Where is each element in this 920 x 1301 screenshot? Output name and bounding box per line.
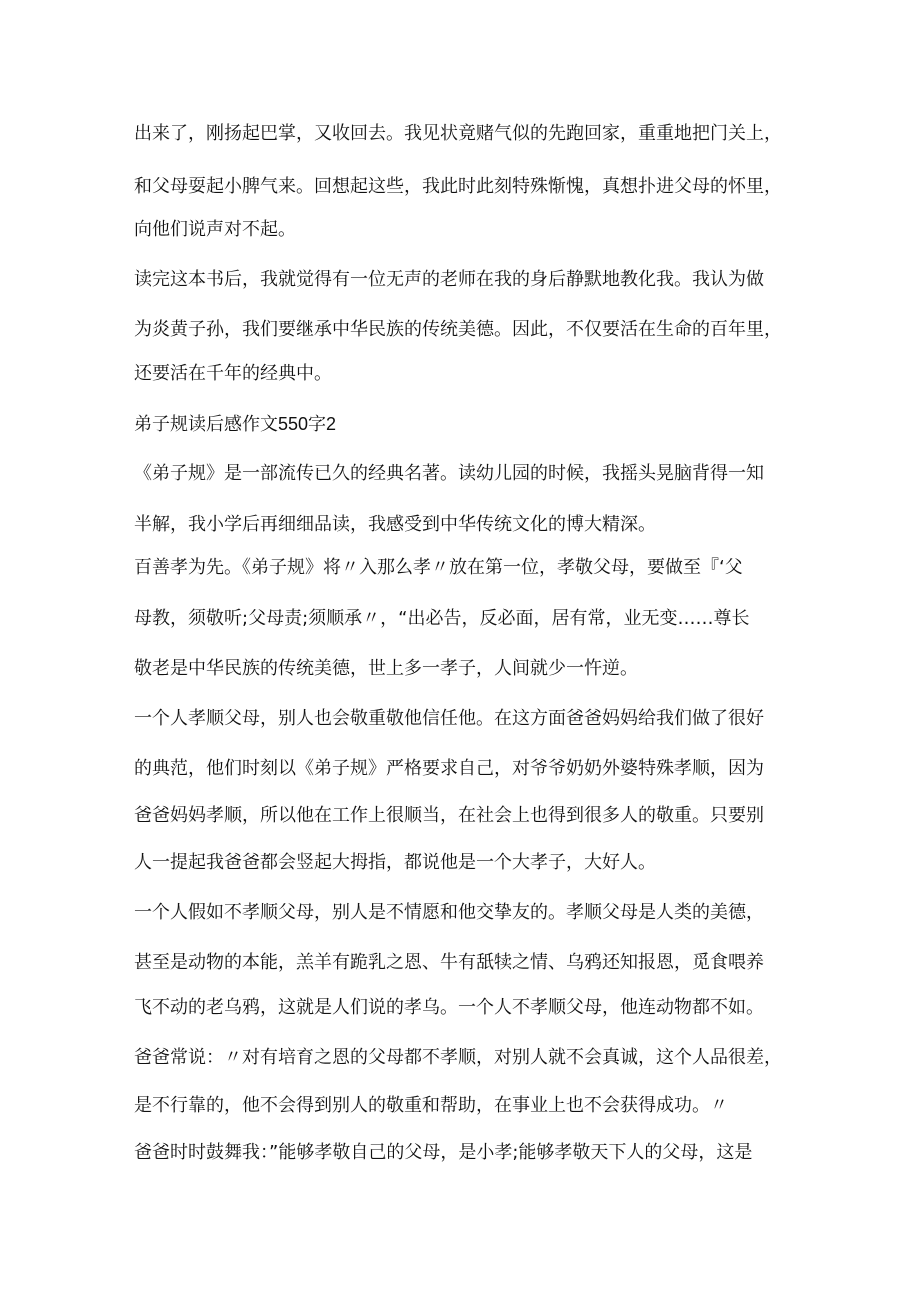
text-line: 人一提起我爸爸都会竖起大拇指，都说他是一个大孝子，大好人。 bbox=[134, 852, 656, 873]
text-line: 爸爸妈妈孝顺，所以他在工作上很顺当，在社会上也得到很多人的敬重。只要别 bbox=[134, 805, 764, 826]
text-line: 出来了，刚扬起巴掌，又收回去。我见状竟赌气似的先跑回家，重重地把门关上， bbox=[134, 123, 782, 144]
text-line: 读完这本书后，我就觉得有一位无声的老师在我的身后静默地教化我。我认为做 bbox=[134, 269, 764, 290]
text-line: 还要活在千年的经典中。 bbox=[134, 363, 332, 384]
text-line: 是不行靠的，他不会得到别人的敬重和帮助，在事业上也不会获得成功。〃 bbox=[134, 1095, 728, 1116]
text-line: 的典范，他们时刻以《弟子规》严格要求自己，对爷爷奶奶外婆特殊孝顺，因为 bbox=[134, 758, 764, 779]
section-heading: 弟子规读后感作文550字2 bbox=[134, 414, 337, 434]
text-line: 爸爸时时鼓舞我：”能够孝敬自己的父母，是小孝;能够孝敬天下人的父母，这是 bbox=[134, 1142, 753, 1163]
text-line: 和父母耍起小脾气来。回想起这些，我此时此刻特殊惭愧，真想扑进父母的怀里， bbox=[134, 176, 782, 197]
text-line: 母教，须敬听;父母责;须顺承〃，“出必告，反必面，居有常，业无变……尊长 bbox=[134, 608, 750, 629]
text-line: 为炎黄子孙，我们要继承中华民族的传统美德。因此，不仅要活在生命的百年里， bbox=[134, 319, 782, 340]
text-line: 一个人孝顺父母，别人也会敬重敬他信任他。在这方面爸爸妈妈给我们做了很好 bbox=[134, 708, 764, 729]
text-line: 飞不动的老乌鸦，这就是人们说的孝乌。一个人不孝顺父母，他连动物都不如。 bbox=[134, 997, 764, 1018]
text-line: 敬老是中华民族的传统美德，世上多一孝子，人间就少一忤逆。 bbox=[134, 658, 638, 679]
text-line: 《弟子规》是一部流传已久的经典名著。读幼儿园的时候，我摇头晃脑背得一知 bbox=[134, 463, 764, 484]
text-line: 甚至是动物的本能，羔羊有跪乳之恩、牛有舐犊之情、乌鸦还知报恩，觅食喂养 bbox=[134, 952, 764, 973]
text-line: 一个人假如不孝顺父母，别人是不情愿和他交挚友的。孝顺父母是人类的美德， bbox=[134, 902, 764, 923]
text-line: 半解，我小学后再细细品读，我感受到中华传统文化的博大精深。 bbox=[134, 514, 656, 535]
text-line: 向他们说声对不起。 bbox=[134, 219, 296, 240]
text-line: 百善孝为先。《弟子规》将〃入那么孝〃放在第一位，孝敬父母，要做至『‘父 bbox=[134, 557, 743, 578]
text-line: 爸爸常说：〃对有培育之恩的父母都不孝顺，对别人就不会真诚，这个人品很差， bbox=[134, 1047, 782, 1068]
